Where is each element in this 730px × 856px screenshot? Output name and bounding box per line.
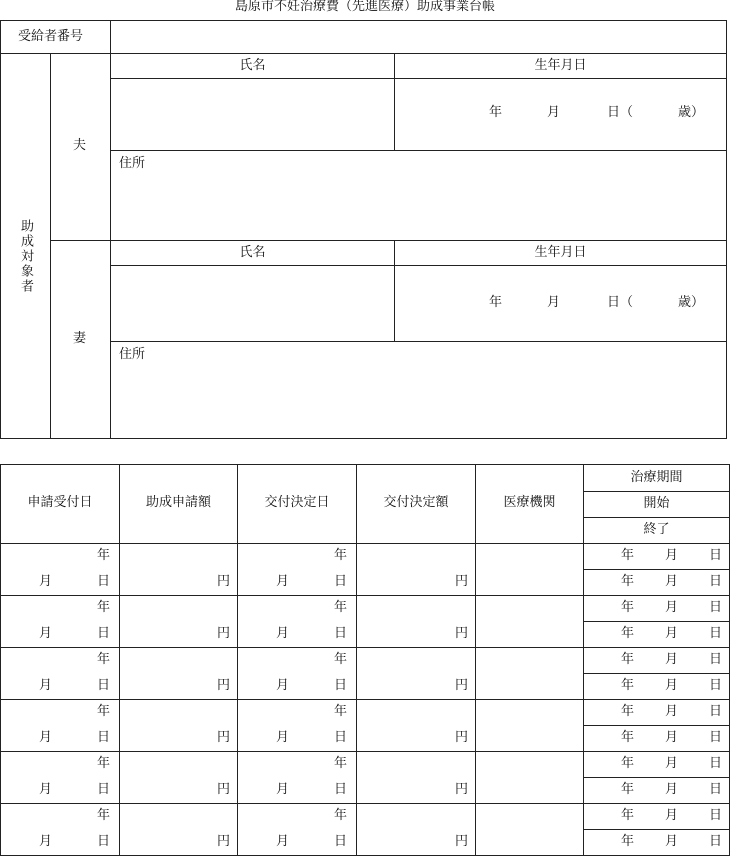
year-unit: 年 (621, 678, 635, 693)
month-unit: 月 (276, 782, 290, 797)
wife-dob-month: 月 (547, 295, 561, 310)
ledger-cell-decision-date[interactable] (237, 595, 357, 648)
ledger-cell-application-amount[interactable] (119, 543, 238, 596)
ledger-cell-application-date[interactable] (0, 803, 120, 856)
wife-dob-day: 日（ (607, 295, 634, 310)
day-unit: 日 (97, 574, 111, 589)
ledger-cell-institution[interactable] (475, 803, 584, 856)
header-decision-amount-label: 交付決定額 (383, 495, 449, 510)
document-title: 島原市不妊治療費（先進医療）助成事業台帳 (234, 0, 495, 14)
ledger-cell-decision-amount[interactable] (356, 543, 476, 596)
husband-dob-year: 年 (489, 105, 503, 120)
month-unit: 月 (276, 574, 290, 589)
day-unit: 日 (334, 730, 348, 745)
year-unit: 年 (334, 600, 348, 615)
month-unit: 月 (276, 834, 290, 849)
header-period-start-label: 開始 (643, 496, 670, 511)
wife-name-header (110, 240, 395, 266)
ledger-period-end[interactable] (583, 569, 730, 596)
header-application-date-label: 申請受付日 (27, 495, 93, 510)
ledger-cell-application-date[interactable] (0, 543, 120, 596)
header-institution (475, 464, 584, 544)
header-decision-date (237, 464, 357, 544)
month-unit: 月 (665, 730, 679, 745)
day-unit: 日 (97, 626, 111, 641)
day-unit: 日 (709, 782, 723, 797)
ledger-cell-decision-amount[interactable] (356, 699, 476, 752)
husband-dob-field[interactable] (394, 78, 727, 151)
wife-dob-age: 歳） (678, 295, 705, 310)
month-unit: 月 (665, 834, 679, 849)
recipient-number-field[interactable] (110, 20, 727, 54)
yen-unit: 円 (217, 834, 231, 849)
ledger-cell-decision-date[interactable] (237, 543, 357, 596)
month-unit: 月 (665, 600, 679, 615)
ledger-cell-application-date[interactable] (0, 595, 120, 648)
yen-unit: 円 (217, 626, 231, 641)
month-unit: 月 (665, 678, 679, 693)
year-unit: 年 (97, 548, 111, 563)
year-unit: 年 (621, 730, 635, 745)
day-unit: 日 (334, 834, 348, 849)
day-unit: 日 (97, 782, 111, 797)
ledger-period-start[interactable] (583, 751, 730, 778)
yen-unit: 円 (455, 782, 469, 797)
year-unit: 年 (97, 808, 111, 823)
header-application-amount-label: 助成申請額 (145, 495, 211, 510)
day-unit: 日 (334, 678, 348, 693)
recipient-number-label: 受給者番号 (18, 29, 84, 44)
month-unit: 月 (276, 626, 290, 641)
month-unit: 月 (39, 834, 53, 849)
month-unit: 月 (39, 574, 53, 589)
ledger-period-start[interactable] (583, 595, 730, 622)
yen-unit: 円 (455, 574, 469, 589)
header-period-start (583, 491, 730, 518)
ledger-cell-application-amount[interactable] (119, 699, 238, 752)
wife-address-label: 住所 (119, 347, 146, 362)
day-unit: 日 (709, 756, 723, 771)
wife-name-field[interactable] (110, 265, 395, 342)
year-unit: 年 (621, 626, 635, 641)
month-unit: 月 (665, 808, 679, 823)
year-unit: 年 (334, 548, 348, 563)
ledger-cell-institution[interactable] (475, 751, 584, 804)
husband-dob-month: 月 (547, 105, 561, 120)
month-unit: 月 (39, 782, 53, 797)
year-unit: 年 (621, 808, 635, 823)
day-unit: 日 (709, 652, 723, 667)
ledger-cell-decision-date[interactable] (237, 751, 357, 804)
ledger-cell-decision-date[interactable] (237, 699, 357, 752)
day-unit: 日 (334, 782, 348, 797)
ledger-cell-institution[interactable] (475, 647, 584, 700)
day-unit: 日 (709, 834, 723, 849)
ledger-cell-decision-amount[interactable] (356, 647, 476, 700)
yen-unit: 円 (217, 730, 231, 745)
year-unit: 年 (97, 600, 111, 615)
ledger-cell-application-amount[interactable] (119, 595, 238, 648)
subject-group-label: 助成対象者 (18, 219, 33, 294)
month-unit: 月 (665, 574, 679, 589)
ledger-cell-decision-amount[interactable] (356, 751, 476, 804)
ledger-cell-decision-date[interactable] (237, 647, 357, 700)
husband-name-label: 氏名 (239, 58, 266, 73)
ledger-cell-application-amount[interactable] (119, 647, 238, 700)
wife-label-cell (50, 240, 111, 439)
day-unit: 日 (709, 548, 723, 563)
header-application-date (0, 464, 120, 544)
wife-dob-header (394, 240, 727, 266)
ledger-cell-application-date[interactable] (0, 699, 120, 752)
husband-dob-label: 生年月日 (534, 58, 587, 73)
header-decision-amount (356, 464, 476, 544)
yen-unit: 円 (217, 678, 231, 693)
wife-dob-label: 生年月日 (534, 245, 587, 260)
header-period-end-label: 終了 (643, 522, 670, 537)
month-unit: 月 (39, 730, 53, 745)
wife-name-label: 氏名 (239, 245, 266, 260)
ledger-period-end[interactable] (583, 725, 730, 752)
ledger-cell-institution[interactable] (475, 699, 584, 752)
subject-group-cell (0, 53, 51, 439)
wife-dob-field[interactable] (394, 265, 727, 342)
wife-address-field[interactable] (110, 341, 727, 439)
ledger-period-start[interactable] (583, 647, 730, 674)
ledger-period-end[interactable] (583, 621, 730, 648)
husband-address-field[interactable] (110, 150, 727, 241)
day-unit: 日 (97, 730, 111, 745)
header-period-end (583, 517, 730, 544)
ledger-period-start[interactable] (583, 699, 730, 726)
day-unit: 日 (97, 834, 111, 849)
year-unit: 年 (621, 600, 635, 615)
year-unit: 年 (334, 704, 348, 719)
month-unit: 月 (665, 782, 679, 797)
ledger-cell-institution[interactable] (475, 595, 584, 648)
day-unit: 日 (709, 704, 723, 719)
year-unit: 年 (621, 652, 635, 667)
husband-name-header (110, 53, 395, 79)
year-unit: 年 (334, 652, 348, 667)
year-unit: 年 (97, 756, 111, 771)
yen-unit: 円 (455, 626, 469, 641)
yen-unit: 円 (217, 574, 231, 589)
month-unit: 月 (665, 626, 679, 641)
year-unit: 年 (621, 548, 635, 563)
day-unit: 日 (97, 678, 111, 693)
ledger-cell-application-date[interactable] (0, 751, 120, 804)
yen-unit: 円 (455, 834, 469, 849)
year-unit: 年 (334, 756, 348, 771)
wife-label: 妻 (73, 331, 87, 346)
yen-unit: 円 (455, 678, 469, 693)
husband-name-field[interactable] (110, 78, 395, 151)
ledger-cell-decision-amount[interactable] (356, 595, 476, 648)
day-unit: 日 (709, 730, 723, 745)
month-unit: 月 (276, 730, 290, 745)
ledger-cell-application-amount[interactable] (119, 803, 238, 856)
ledger-cell-application-date[interactable] (0, 647, 120, 700)
husband-dob-header (394, 53, 727, 79)
day-unit: 日 (709, 678, 723, 693)
ledger-period-start[interactable] (583, 543, 730, 570)
header-period-label: 治療期間 (630, 470, 683, 485)
header-institution-label: 医療機関 (503, 495, 556, 510)
ledger-period-end[interactable] (583, 777, 730, 804)
ledger-cell-decision-date[interactable] (237, 803, 357, 856)
recipient-number-label-cell (0, 20, 111, 54)
ledger-cell-decision-amount[interactable] (356, 803, 476, 856)
day-unit: 日 (709, 574, 723, 589)
ledger-period-start[interactable] (583, 803, 730, 830)
year-unit: 年 (621, 782, 635, 797)
husband-address-label: 住所 (119, 156, 146, 171)
year-unit: 年 (621, 756, 635, 771)
month-unit: 月 (665, 756, 679, 771)
husband-dob-day: 日（ (607, 105, 634, 120)
month-unit: 月 (665, 548, 679, 563)
month-unit: 月 (39, 678, 53, 693)
year-unit: 年 (621, 704, 635, 719)
month-unit: 月 (276, 678, 290, 693)
day-unit: 日 (334, 626, 348, 641)
husband-dob-age: 歳） (678, 105, 705, 120)
ledger-cell-institution[interactable] (475, 543, 584, 596)
year-unit: 年 (97, 652, 111, 667)
ledger-cell-application-amount[interactable] (119, 751, 238, 804)
header-decision-date-label: 交付決定日 (264, 495, 330, 510)
year-unit: 年 (621, 834, 635, 849)
day-unit: 日 (709, 626, 723, 641)
day-unit: 日 (334, 574, 348, 589)
day-unit: 日 (709, 808, 723, 823)
yen-unit: 円 (217, 782, 231, 797)
husband-label-cell (50, 53, 111, 241)
header-application-amount (119, 464, 238, 544)
yen-unit: 円 (455, 730, 469, 745)
month-unit: 月 (39, 626, 53, 641)
year-unit: 年 (621, 574, 635, 589)
year-unit: 年 (334, 808, 348, 823)
wife-dob-year: 年 (489, 295, 503, 310)
day-unit: 日 (709, 600, 723, 615)
husband-label: 夫 (73, 138, 87, 153)
month-unit: 月 (665, 704, 679, 719)
header-period (583, 464, 730, 492)
month-unit: 月 (665, 652, 679, 667)
year-unit: 年 (97, 704, 111, 719)
ledger-period-end[interactable] (583, 673, 730, 700)
